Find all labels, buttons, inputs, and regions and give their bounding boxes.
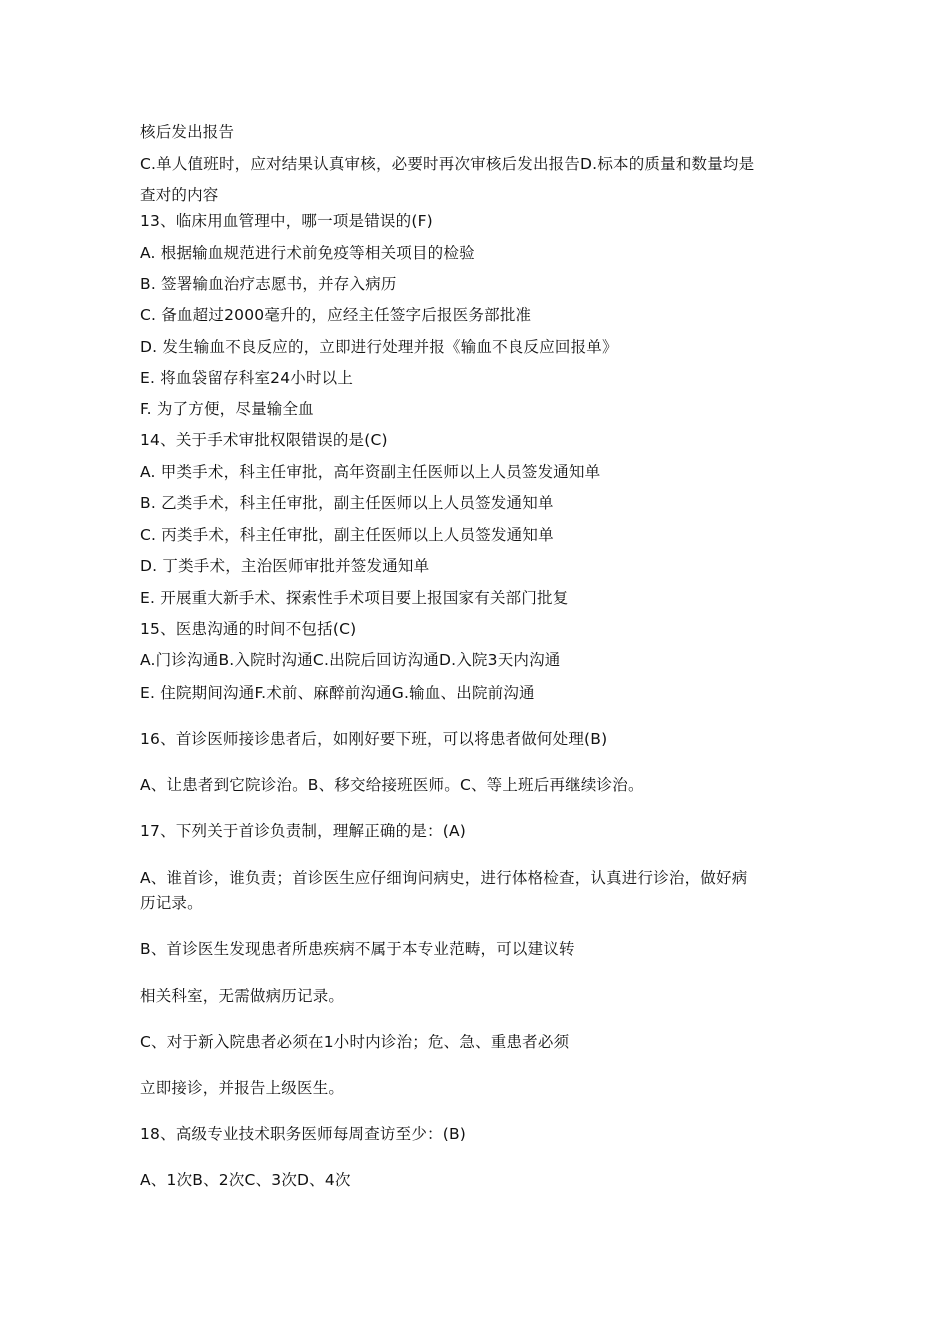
option-17-b-line-2: 相关科室，无需做病历记录。: [140, 987, 345, 1005]
options-18: A、1次B、2次C、3次D、4次: [140, 1171, 351, 1189]
options-16: A、让患者到它院诊治。B、移交给接班医师。C、等上班后再继续诊治。: [140, 776, 644, 794]
question-15: 15、医患沟通的时间不包括(C): [140, 620, 357, 638]
option-17-c-line-2: 立即接诊，并报告上级医生。: [140, 1079, 345, 1097]
question-17: 17、下列关于首诊负责制，理解正确的是：(A): [140, 822, 467, 840]
option-14-a: A. 甲类手术，科主任审批，高年资副主任医师以上人员签发通知单: [140, 463, 601, 481]
option-17-a-line-2: 历记录。: [140, 894, 203, 912]
question-13: 13、临床用血管理中，哪一项是错误的(F): [140, 212, 433, 230]
option-17-a-line-1: A、谁首诊，谁负责；首诊医生应仔细询问病史，进行体格检查，认真进行诊治，做好病: [140, 869, 748, 887]
text-line: 核后发出报告: [140, 123, 235, 141]
question-14: 14、关于手术审批权限错误的是(C): [140, 431, 388, 449]
option-13-a: A. 根据输血规范进行术前免疫等相关项目的检验: [140, 244, 475, 262]
question-18: 18、高级专业技术职务医师每周查访至少：(B): [140, 1125, 467, 1143]
question-16: 16、首诊医师接诊患者后，如刚好要下班，可以将患者做何处理(B): [140, 730, 608, 748]
option-14-e: E. 开展重大新手术、探索性手术项目要上报国家有关部门批复: [140, 589, 569, 607]
option-14-c: C. 丙类手术，科主任审批，副主任医师以上人员签发通知单: [140, 526, 554, 544]
text-line: 查对的内容: [140, 186, 219, 204]
option-13-b: B. 签署输血治疗志愿书，并存入病历: [140, 275, 397, 293]
option-17-b-line-1: B、首诊医生发现患者所患疾病不属于本专业范畴，可以建议转: [140, 940, 575, 958]
option-17-c-line-1: C、对于新入院患者必须在1小时内诊治；危、急、重患者必须: [140, 1033, 570, 1051]
text-line: C.单人值班时，应对结果认真审核，必要时再次审核后发出报告D.标本的质量和数量均是: [140, 155, 755, 173]
option-13-e: E. 将血袋留存科室24小时以上: [140, 369, 354, 387]
option-13-c: C. 备血超过2000毫升的，应经主任签字后报医务部批准: [140, 306, 532, 324]
option-13-d: D. 发生输血不良反应的，立即进行处理并报《输血不良反应回报单》: [140, 338, 618, 356]
option-14-b: B. 乙类手术，科主任审批，副主任医师以上人员签发通知单: [140, 494, 554, 512]
options-15-line-2: E. 住院期间沟通F.术前、麻醉前沟通G.输血、出院前沟通: [140, 684, 535, 702]
option-13-f: F. 为了方便，尽量输全血: [140, 400, 314, 418]
option-14-d: D. 丁类手术，主治医师审批并签发通知单: [140, 557, 430, 575]
options-15-line-1: A.门诊沟通B.入院时沟通C.出院后回访沟通D.入院3天内沟通: [140, 651, 561, 669]
